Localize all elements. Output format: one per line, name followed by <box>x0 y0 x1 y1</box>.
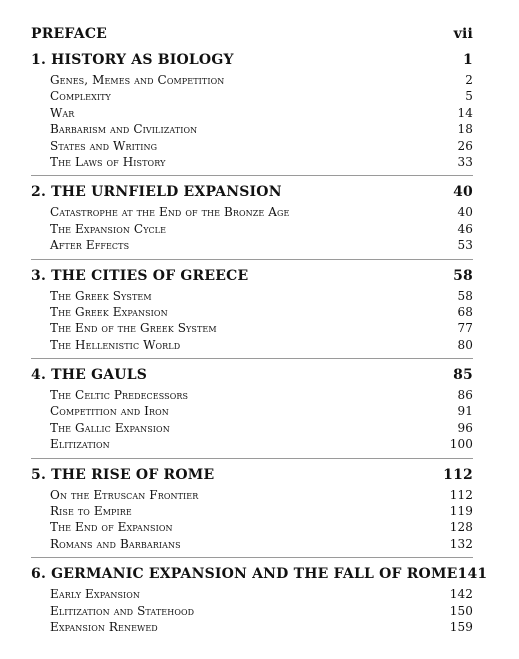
section-page-number: 132 <box>449 536 473 551</box>
chapter-entry[interactable] <box>31 463 473 487</box>
section-page-number: 96 <box>457 420 473 435</box>
preface-page-number: vii <box>453 26 473 42</box>
section-title: Expansion Renewed <box>50 619 158 634</box>
section-entry[interactable] <box>50 519 473 535</box>
preface-title: PREFACE <box>31 26 108 42</box>
section-entry[interactable] <box>50 403 473 419</box>
table-of-contents <box>31 22 488 635</box>
section-page-number: 100 <box>449 437 473 452</box>
section-title: States and Writing <box>50 138 158 153</box>
section-entry[interactable] <box>50 237 473 253</box>
section-entry[interactable] <box>50 320 473 336</box>
section-page-number: 33 <box>457 154 473 169</box>
chapter-entry[interactable] <box>31 363 473 387</box>
section-entry[interactable] <box>50 304 473 320</box>
section-page-number: 68 <box>457 304 473 319</box>
section-entry[interactable] <box>50 487 473 503</box>
section-entry[interactable] <box>50 221 473 237</box>
chapter-entry[interactable] <box>31 562 488 586</box>
section-page-number: 18 <box>457 122 473 137</box>
section-title: Catastrophe at the End of the Bronze Age <box>50 205 290 220</box>
section-title: The End of the Greek System <box>50 321 217 336</box>
section-title: The Hellenistic World <box>50 337 181 352</box>
section-page-number: 46 <box>457 221 473 236</box>
chapter-entry[interactable] <box>31 264 473 288</box>
section-title: The Celtic Predecessors <box>50 388 189 403</box>
section-title: The End of Expansion <box>50 520 173 535</box>
chapter-title: 3. THE CITIES OF GREECE <box>31 267 249 284</box>
chapter-list <box>31 48 488 635</box>
section-entry[interactable] <box>50 603 473 619</box>
chapter-title: 1. HISTORY AS BIOLOGY <box>31 52 234 68</box>
section-title: The Greek Expansion <box>50 304 168 319</box>
section-entry[interactable] <box>50 121 473 137</box>
section-entry[interactable] <box>50 204 473 220</box>
chapter-page-number: 58 <box>453 267 473 284</box>
chapter-page-number: 1 <box>463 52 473 68</box>
section-entry[interactable] <box>50 420 473 436</box>
section-title: Elitization <box>50 437 110 452</box>
section-page-number: 142 <box>449 587 473 602</box>
section-entry[interactable] <box>50 288 473 304</box>
chapter-title: 6. GERMANIC EXPANSION AND THE FALL OF ROME <box>31 566 458 583</box>
section-page-number: 40 <box>457 205 473 220</box>
section-page-number: 112 <box>449 487 473 502</box>
section-title: On the Etruscan Frontier <box>50 487 199 502</box>
section-entry[interactable] <box>50 105 473 121</box>
section-entry[interactable] <box>50 72 473 88</box>
section-entry[interactable] <box>50 503 473 519</box>
section-page-number: 53 <box>457 238 473 253</box>
chapter-page-number: 40 <box>453 184 473 201</box>
section-title: Rise to Empire <box>50 504 132 519</box>
divider <box>31 458 473 459</box>
section-title: After Effects <box>50 238 130 253</box>
section-title: The Laws of History <box>50 154 166 169</box>
section-page-number: 86 <box>457 388 473 403</box>
section-page-number: 150 <box>449 603 473 618</box>
section-page-number: 14 <box>457 105 473 120</box>
section-entry[interactable] <box>50 586 473 602</box>
section-entry[interactable] <box>50 337 473 353</box>
section-entry[interactable] <box>50 536 473 552</box>
section-page-number: 159 <box>449 619 473 634</box>
section-title: Elitization and Statehood <box>50 603 195 618</box>
section-page-number: 58 <box>457 288 473 303</box>
section-title: Competition and Iron <box>50 404 169 419</box>
section-page-number: 77 <box>457 321 473 336</box>
section-entry[interactable] <box>50 387 473 403</box>
section-page-number: 91 <box>457 404 473 419</box>
section-entry[interactable] <box>50 154 473 170</box>
chapter-title: 5. THE RISE OF ROME <box>31 466 215 483</box>
section-entry[interactable] <box>50 138 473 154</box>
section-entry[interactable] <box>50 436 473 452</box>
section-title: The Gallic Expansion <box>50 420 170 435</box>
chapter-title: 4. THE GAULS <box>31 367 148 384</box>
section-entry[interactable] <box>50 88 473 104</box>
section-page-number: 80 <box>457 337 473 352</box>
chapter-page-number: 85 <box>453 367 473 384</box>
chapter-entry[interactable] <box>31 48 473 72</box>
chapter-page-number: 112 <box>443 466 473 483</box>
preface-entry[interactable] <box>31 22 473 46</box>
section-title: The Greek System <box>50 288 152 303</box>
divider <box>31 358 473 359</box>
section-page-number: 119 <box>449 504 473 519</box>
divider <box>31 557 473 558</box>
section-title: Barbarism and Civilization <box>50 122 198 137</box>
section-title: Complexity <box>50 89 111 104</box>
section-entry[interactable] <box>50 619 473 635</box>
section-page-number: 5 <box>465 89 473 104</box>
divider <box>31 175 473 176</box>
section-page-number: 128 <box>449 520 473 535</box>
divider <box>31 259 473 260</box>
section-title: War <box>50 105 75 120</box>
section-title: The Expansion Cycle <box>50 221 167 236</box>
section-page-number: 26 <box>457 138 473 153</box>
chapter-page-number: 141 <box>457 566 488 583</box>
chapter-entry[interactable] <box>31 180 473 204</box>
section-title: Genes, Memes and Competition <box>50 73 225 87</box>
section-page-number: 2 <box>465 73 473 87</box>
section-title: Romans and Barbarians <box>50 536 181 551</box>
section-title: Early Expansion <box>50 587 141 602</box>
chapter-title: 2. THE URNFIELD EXPANSION <box>31 184 282 201</box>
